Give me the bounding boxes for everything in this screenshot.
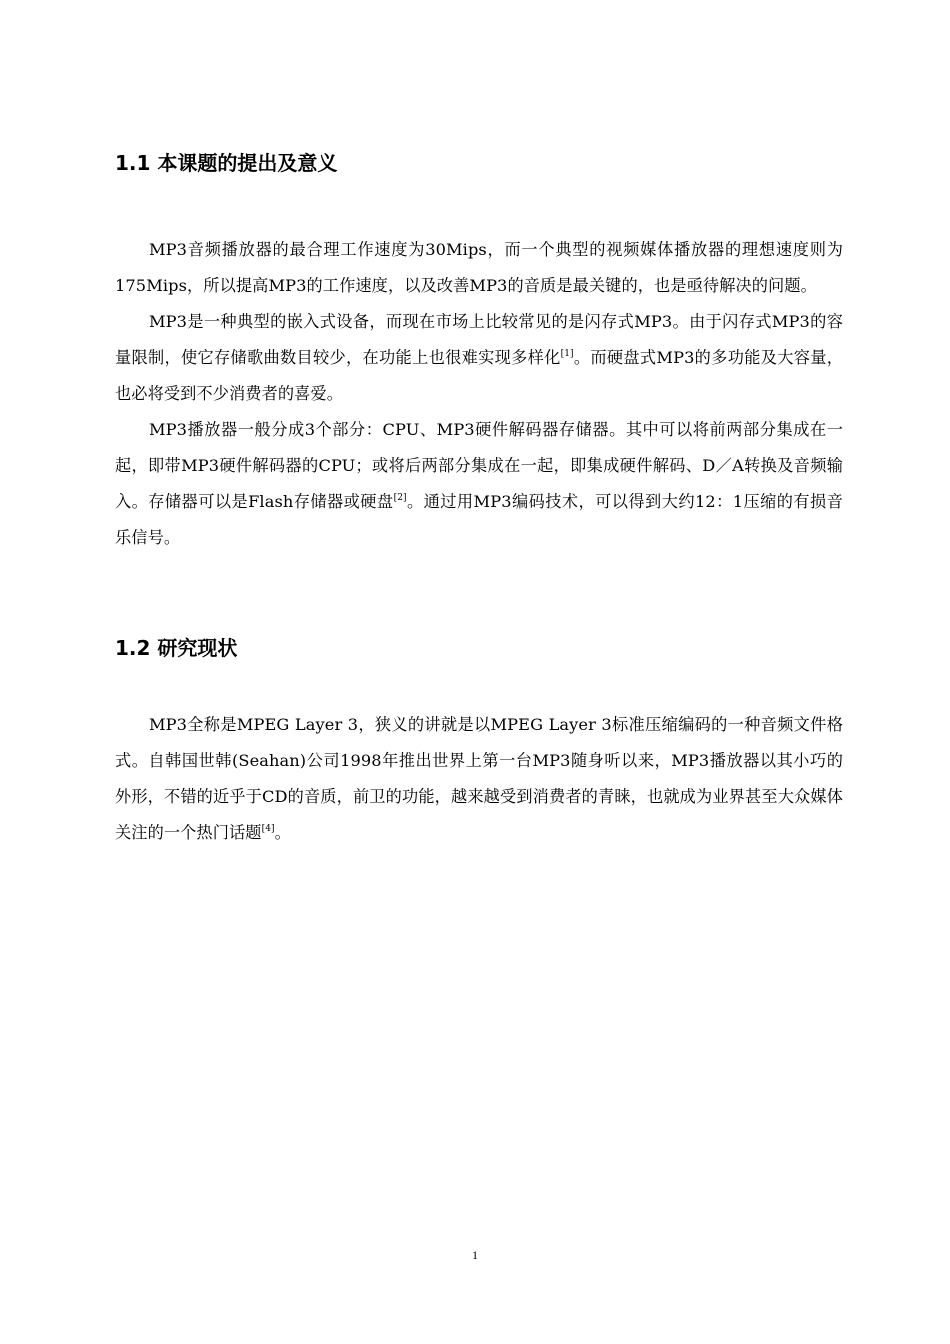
- page-number: 1: [472, 1248, 478, 1262]
- citation-ref: [4]: [261, 824, 275, 834]
- paragraph-text-tail: 。而硬盘式MP3的多功能及大容量，也必将受到不少消费者的喜爱。: [115, 348, 844, 403]
- section-body-1-2: [115, 707, 843, 851]
- section-body-1-1: [115, 232, 843, 556]
- paragraph: [115, 412, 843, 556]
- paragraph: [115, 232, 843, 304]
- paragraph-text: MP3是一种典型的嵌入式设备，而现在市场上比较常见的是闪存式MP3。由于闪存式MP3的容量限制，使它存储歌曲数目较少，在功能上也很难实现多样化: [115, 312, 843, 367]
- paragraph-text-tail: 。通过用MP3编码技术，可以得到大约12：1压缩的有损音乐信号。: [115, 492, 843, 547]
- citation-ref: [2]: [393, 493, 407, 503]
- paragraph: [115, 304, 843, 412]
- paragraph-text-tail: 。: [274, 823, 291, 842]
- paragraph-text: MP3音频播放器的最合理工作速度为30Mips，而一个典型的视频媒体播放器的理想速度则为175Mips，所以提高MP3的工作速度，以及改善MP3的音质是最关键的，也是亟待解决的问题。: [115, 240, 843, 295]
- citation-ref: [1]: [560, 349, 574, 359]
- section-heading-1-1: 1.1 本课题的提出及意义: [115, 151, 338, 175]
- paragraph-text: MP3全称是MPEG Layer 3，狭义的讲就是以MPEG Layer 3标准压缩编码的一种音频文件格式。自韩国世韩(Seahan)公司1998年推出世界上第一台MP3随身听以来，MP3播放器以其小巧的外形，不错的近乎于CD的音质，前卫的功能，越来越受到消费者的青睐，也就成为业界甚至大众媒体关注的一个热门话题: [115, 715, 843, 842]
- section-heading-1-2: 1.2 研究现状: [115, 636, 238, 660]
- paragraph-text: MP3播放器一般分成3个部分：CPU、MP3硬件解码器存储器。其中可以将前两部分集成在一起，即带MP3硬件解码器的CPU；或将后两部分集成在一起，即集成硬件解码、D／A转换及音频输入。存储器可以是Flash存储器或硬盘: [115, 420, 843, 511]
- paragraph: [115, 707, 843, 851]
